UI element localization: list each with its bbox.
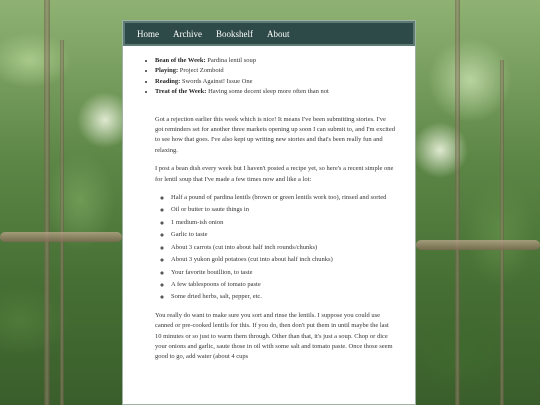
highlight-label: Playing:	[155, 67, 179, 75]
highlight-value: Having some decent sleep more often than not	[206, 88, 329, 96]
highlight-playing	[155, 66, 401, 76]
ingredient-item: ◦ 1 medium-ish onion	[171, 218, 395, 228]
highlight-bean	[155, 56, 401, 66]
highlight-label: Reading:	[155, 77, 181, 85]
highlight-reading	[155, 77, 401, 87]
post-content	[123, 46, 415, 363]
fallen-log	[0, 232, 122, 242]
top-nav	[123, 21, 415, 46]
post-paragraph: I post a bean dish every week but I haven't posted a recipe yet, so here's a recent simple one for lentil soup that I've made a few times now and like a lot:	[155, 165, 394, 183]
ingredient-item: ◦ A few tablespoons of tomato paste	[171, 280, 395, 290]
ingredient-item: ◦ About 3 yukon gold potatoes (cut into about half inch chunks)	[171, 255, 395, 265]
ingredient-item: ◦ Half a pound of pardina lentils (brown or green lentils work too), rinsed and sorted	[171, 193, 395, 203]
tree-trunk	[455, 0, 460, 405]
ingredient-item: ◦ Oil or butter to saute things in	[171, 205, 395, 215]
nav-home-link[interactable]: Home	[137, 28, 159, 39]
tree-trunk	[500, 60, 504, 405]
fallen-log	[416, 240, 540, 250]
nav-archive-link[interactable]: Archive	[173, 28, 202, 39]
tree-trunk	[44, 0, 50, 405]
ingredient-list	[155, 193, 395, 303]
highlight-label: Treat of the Week:	[155, 88, 207, 96]
nav-about-link[interactable]: About	[267, 28, 290, 39]
highlight-value: Swords Against! Issue One	[180, 77, 253, 85]
ingredient-item: ◦ About 3 carrots (cut into about half inch rounds/chunks)	[171, 243, 395, 253]
main-panel	[122, 20, 416, 405]
ingredient-item: ◦ Your favorite bouillion, to taste	[171, 268, 395, 278]
tree-trunk	[60, 40, 64, 405]
post-body	[145, 115, 401, 363]
post-paragraph: Got a rejection earlier this week which is nice! It means I've been submitting stories. I've got reminders set for another three markets opening up soon I can submit to, and I'm excited to see how that goes. I've also kept up writing new stories and that's been really fun and relaxing.	[155, 115, 395, 154]
post-paragraph: You really do want to make sure you sort and rinse the lentils. I suppose you could use canned or pre-cooked lentils for this. If you do, then don't put them in until maybe the last 10 minutes or so just to warm them through. Other than that, it's just a soup. Chop or dice your onions and garlic, saute those in oil with some salt and tomato paste. Once those seem good to go, add water (about 4 cups	[155, 311, 393, 361]
highlight-value: Pardina lentil soup	[205, 57, 256, 64]
highlight-treat	[155, 87, 401, 97]
nav-bookshelf-link[interactable]: Bookshelf	[216, 28, 253, 39]
ingredient-item: ◦ Garlic to taste	[171, 230, 395, 240]
weekly-highlights	[145, 56, 401, 98]
highlight-value: Project Zomboid	[178, 67, 224, 75]
ingredient-item: ◦ Some dried herbs, salt, pepper, etc.	[171, 292, 395, 302]
highlight-label: Bean of the Week:	[155, 57, 206, 64]
